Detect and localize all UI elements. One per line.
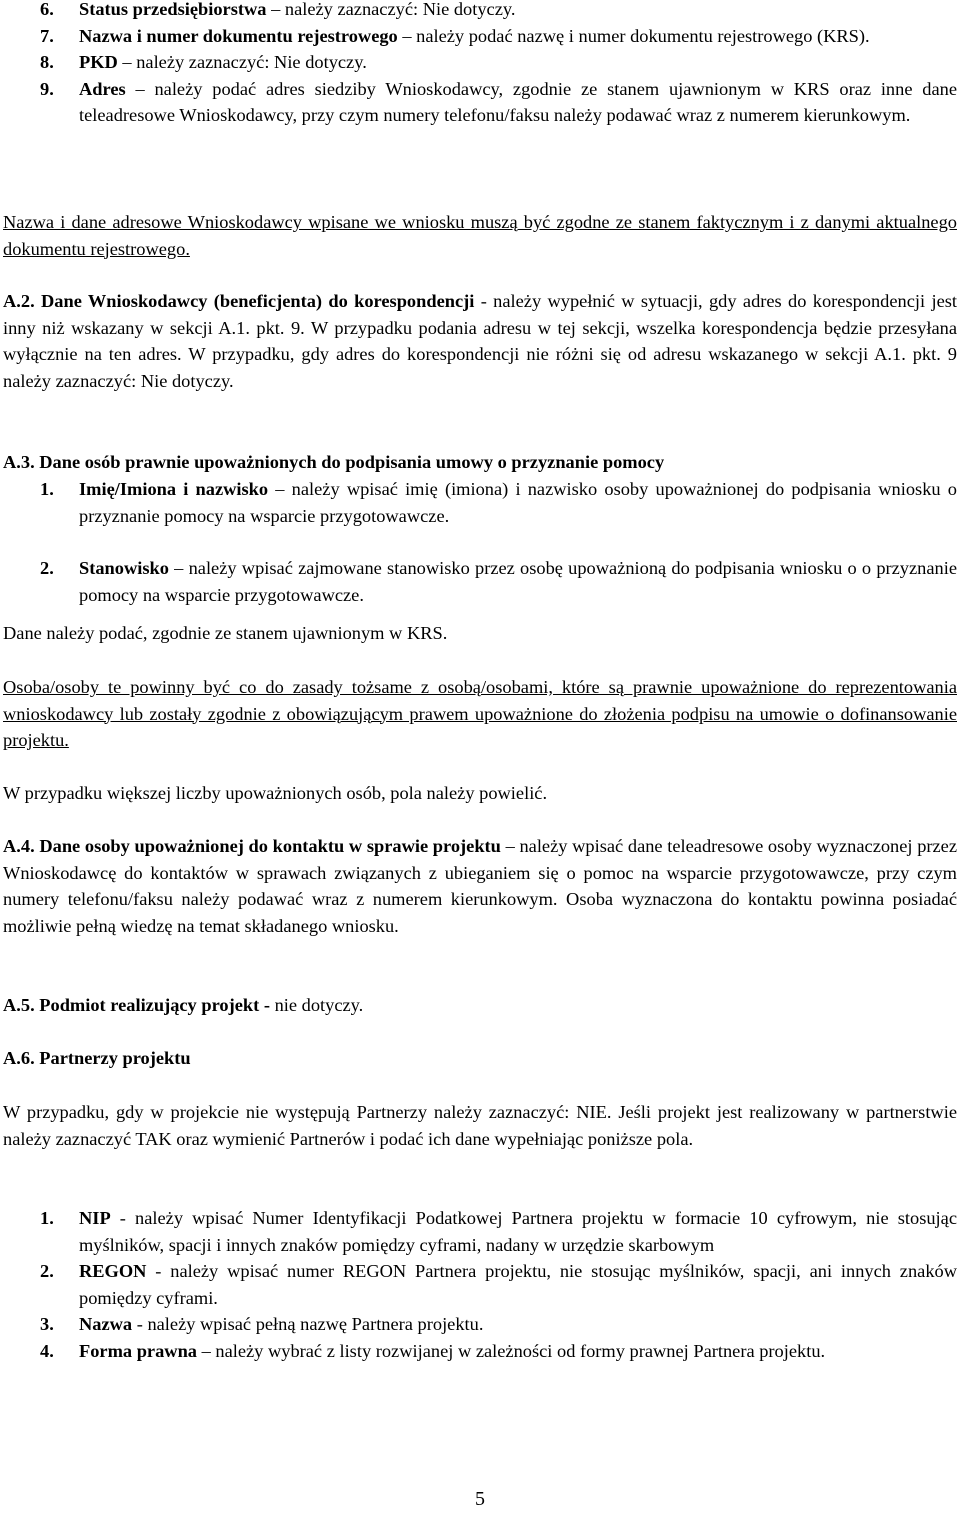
- item-number: 2.: [40, 558, 54, 578]
- section-a5: [3, 992, 957, 1019]
- item-text: – należy wpisać imię (imiona) i nazwisko osoby upoważnionej do podpisania wniosku o przyznanie pomocy na wsparcie przygotowawcze.: [79, 479, 957, 526]
- authorized-persons-note: Osoba/osoby te powinny być co do zasady tożsame z osobą/osobami, które są prawnie upoważnione do reprezentowania wnioskodawcy lub zostały zgodnie z obowiązującym prawem upoważnione do złożenia podpisu na umowie o dofinansowanie projektu.: [3, 677, 957, 750]
- address-consistency-note: Nazwa i dane adresowe Wnioskodawcy wpisane we wniosku muszą być zgodne ze stanem faktycznym i z danymi aktualnego dokumentu rejestrowego.: [3, 212, 957, 259]
- list-item: [3, 0, 957, 23]
- repeat-fields-note: W przypadku większej liczby upoważnionych osób, pola należy powielić.: [3, 783, 548, 803]
- list-item: [3, 23, 957, 50]
- list-item: [3, 49, 957, 76]
- section-a2-heading: A.2. Dane Wnioskodawcy (beneficjenta) do korespondencji: [3, 291, 475, 311]
- item-number: 3.: [40, 1314, 54, 1334]
- item-text: - należy wpisać Numer Identyfikacji Podatkowej Partnera projektu w formacie 10 cyfrowym, nie stosując myślników, spacji i innych znaków pomiędzy cyframi, nadany w urzędzie skarbowym: [79, 1208, 957, 1255]
- list-item: [3, 555, 957, 608]
- item-text: – należy podać adres siedziby Wnioskodawcy, zgodnie ze stanem ujawnionym w KRS oraz inne dane teleadresowe Wnioskodawcy, przy czym numery telefonu/faksu należy podawać wraz z numerem kierunkowym.: [79, 78, 957, 125]
- item-number: 8.: [40, 52, 54, 72]
- item-term: Nazwa i numer dokumentu rejestrowego: [79, 25, 398, 46]
- item-term: Imię/Imiona i nazwisko: [79, 479, 269, 499]
- item-number: 6.: [40, 0, 54, 19]
- item-term: PKD: [79, 52, 118, 72]
- item-number: 4.: [40, 1340, 54, 1361]
- list-item: [3, 1205, 957, 1258]
- item-number: 2.: [40, 1261, 54, 1281]
- section-a4: [3, 833, 957, 939]
- item-term: REGON: [79, 1261, 147, 1281]
- item-text: - należy wpisać numer REGON Partnera projektu, nie stosując myślników, spacji, ani innych znaków pomiędzy cyframi.: [79, 1261, 957, 1308]
- section-a5-heading: A.5. Podmiot realizujący projekt -: [3, 995, 270, 1015]
- list-item: [3, 1338, 957, 1365]
- list-item: [3, 1311, 957, 1338]
- item-text: - należy wpisać pełną nazwę Partnera projektu.: [132, 1314, 484, 1334]
- item-text: – należy zaznaczyć: Nie dotyczy.: [266, 0, 516, 19]
- item-text: – należy zaznaczyć: Nie dotyczy.: [117, 52, 367, 72]
- item-text: – należy wpisać zajmowane stanowisko przez osobę upoważnioną do podpisania wniosku o o przyznanie pomocy na wsparcie przygotowawcze.: [79, 558, 957, 605]
- item-term: Nazwa: [79, 1314, 133, 1334]
- section-a4-heading: A.4. Dane osoby upoważnionej do kontaktu w sprawie projektu: [3, 836, 501, 856]
- section-a2-text: - należy wypełnić w sytuacji, gdy adres do korespondencji jest inny niż wskazany w sekcji A.1. pkt. 9. W przypadku podania adresu w tej sekcji, wszelka korespondencja będzie przesyłana wyłącznie na ten adres. W przypadku, gdy adres do korespondencji nie różni się od adresu wskazanego w sekcji A.1. pkt. 9 należy zaznaczyć: Nie dotyczy.: [3, 291, 957, 391]
- item-number: 9.: [40, 78, 54, 99]
- item-number: 1.: [40, 479, 54, 499]
- section-a5-text: nie dotyczy.: [269, 995, 364, 1015]
- item-term: NIP: [79, 1208, 111, 1228]
- item-term: Adres: [79, 78, 126, 99]
- section-a6-list: [3, 1205, 957, 1364]
- item-text: – należy podać nazwę i numer dokumentu rejestrowego (KRS).: [397, 25, 870, 46]
- krs-note: Dane należy podać, zgodnie ze stanem ujawnionym w KRS.: [3, 623, 448, 643]
- item-term: Status przedsiębiorstwa: [79, 0, 267, 19]
- section-a6-intro: W przypadku, gdy w projekcie nie występują Partnerzy należy zaznaczyć: NIE. Jeśli projekt jest realizowany w partnerstwie należy zaznaczyć TAK oraz wymienić Partnerów i podać ich dane wypełniając poniższe pola.: [3, 1102, 957, 1149]
- section-a3-heading: A.3. Dane osób prawnie upoważnionych do podpisania umowy o przyznanie pomocy: [3, 452, 665, 472]
- item-number: 7.: [40, 25, 54, 46]
- list-item: [3, 76, 957, 129]
- item-number: 1.: [40, 1208, 54, 1228]
- list-item: [3, 476, 957, 529]
- page-number: 5: [475, 1488, 485, 1510]
- section-a3-list: [3, 476, 957, 608]
- section-a2: [3, 288, 957, 394]
- list-items-top: [3, 0, 957, 129]
- section-a6-heading: A.6. Partnerzy projektu: [3, 1048, 191, 1068]
- item-text: – należy wybrać z listy rozwijanej w zależności od formy prawnej Partnera projektu.: [197, 1340, 826, 1361]
- list-item: [3, 1258, 957, 1311]
- item-term: Forma prawna: [79, 1340, 197, 1361]
- item-term: Stanowisko: [79, 558, 169, 578]
- section-a4-text: – należy wpisać dane teleadresowe osoby wyznaczonej przez Wnioskodawcę do kontaktów w sprawach związanych z ubieganiem się o pomoc na wsparcie przygotowawcze, przy czym numery telefonu/faksu należy podawać wraz z numerem kierunkowym. Osoba wyznaczona do kontaktu powinna posiadać możliwie pełną wiedzę na temat składanego wniosku.: [3, 836, 957, 936]
